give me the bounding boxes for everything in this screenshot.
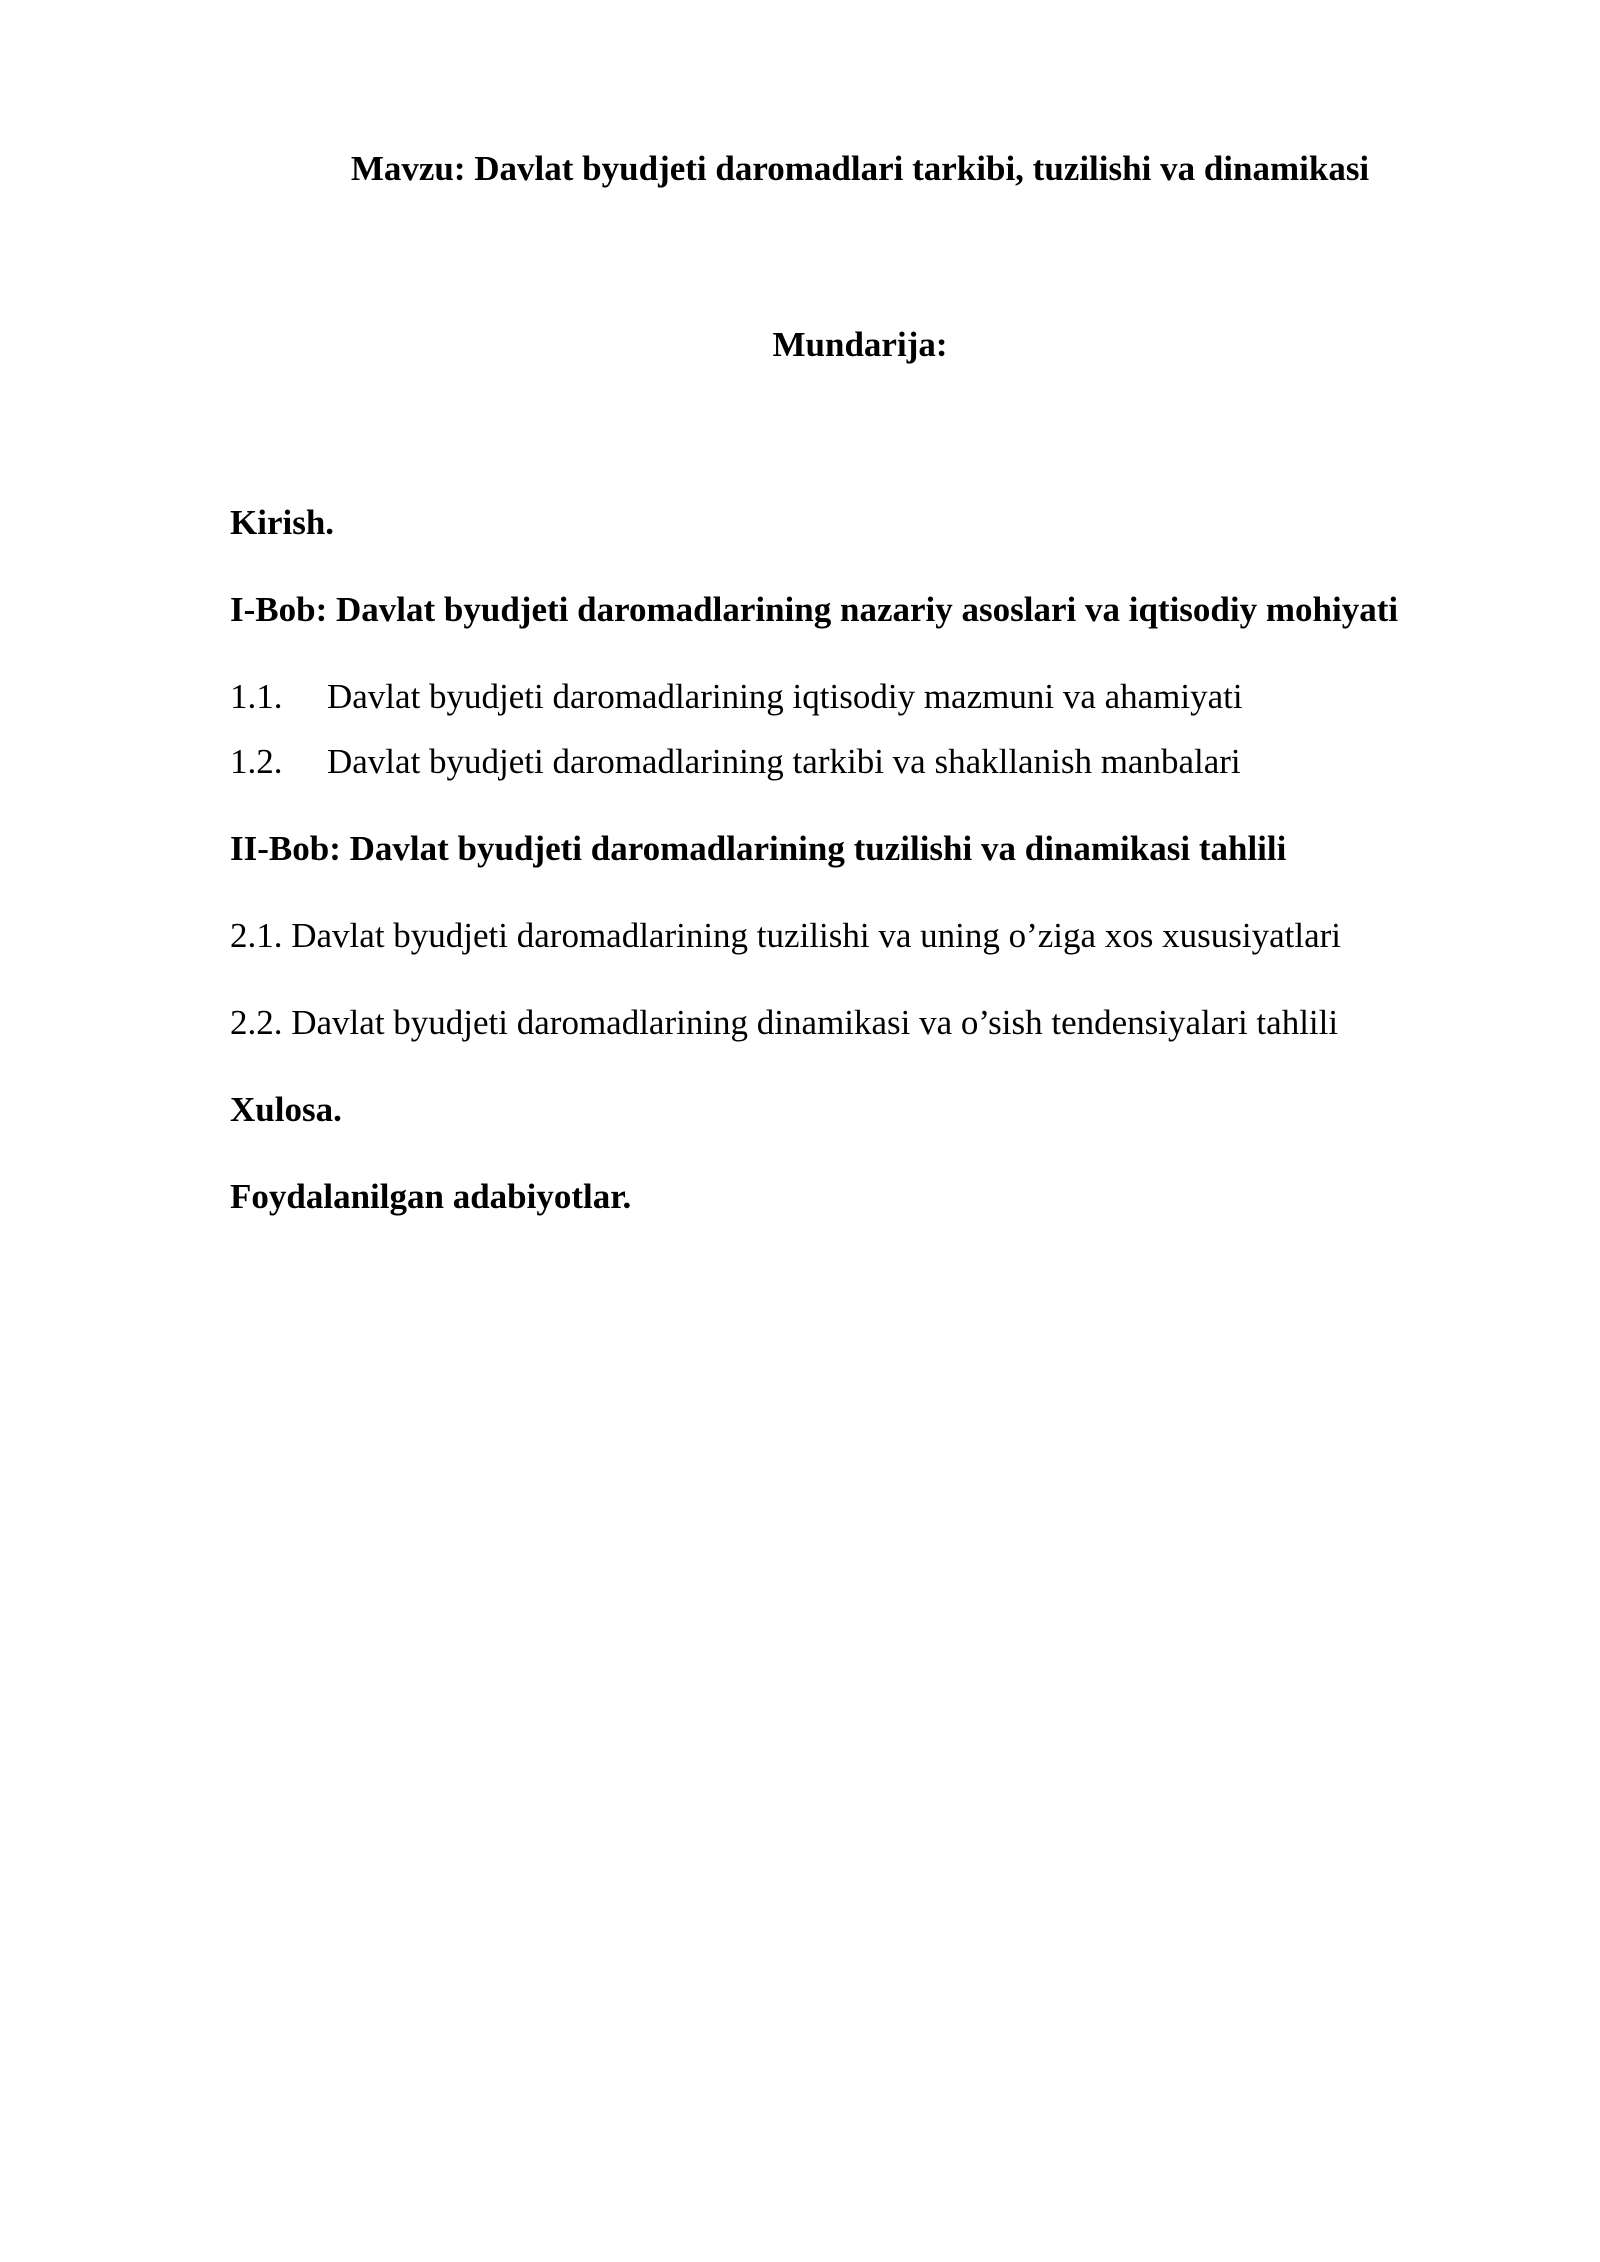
table-of-contents-heading: Mundarija: bbox=[772, 325, 948, 364]
section-title: Davlat byudjeti daromadlarining iqtisodiy mazmuni va ahamiyati bbox=[327, 677, 1243, 716]
toc-section-2-2: 2.2. Davlat byudjeti daromadlarining dinamikasi va o’sish tendensiyalari tahlili bbox=[230, 1003, 1339, 1042]
document-title: Mavzu: Davlat byudjeti daromadlari tarkibi, tuzilishi va dinamikasi bbox=[350, 149, 1370, 188]
toc-section-1-2 bbox=[230, 741, 1241, 783]
toc-chapter-1-title: I-Bob: Davlat byudjeti daromadlarining nazariy asoslari va iqtisodiy mohiyati bbox=[230, 590, 1399, 629]
toc-item-conclusion: Xulosa. bbox=[230, 1090, 342, 1129]
toc-chapter-2-title: II-Bob: Davlat byudjeti daromadlarining tuzilishi va dinamikasi tahlili bbox=[230, 829, 1287, 868]
toc-item-references: Foydalanilgan adabiyotlar. bbox=[230, 1177, 632, 1216]
section-title: Davlat byudjeti daromadlarining tarkibi va shakllanish manbalari bbox=[327, 742, 1241, 781]
section-number: 1.1. bbox=[230, 677, 283, 716]
toc-section-1-1 bbox=[230, 676, 1243, 718]
toc-section-2-1: 2.1. Davlat byudjeti daromadlarining tuzilishi va uning o’ziga xos xususiyatlari bbox=[230, 916, 1342, 955]
toc-item-introduction: Kirish. bbox=[230, 503, 335, 542]
section-number: 1.2. bbox=[230, 742, 283, 781]
